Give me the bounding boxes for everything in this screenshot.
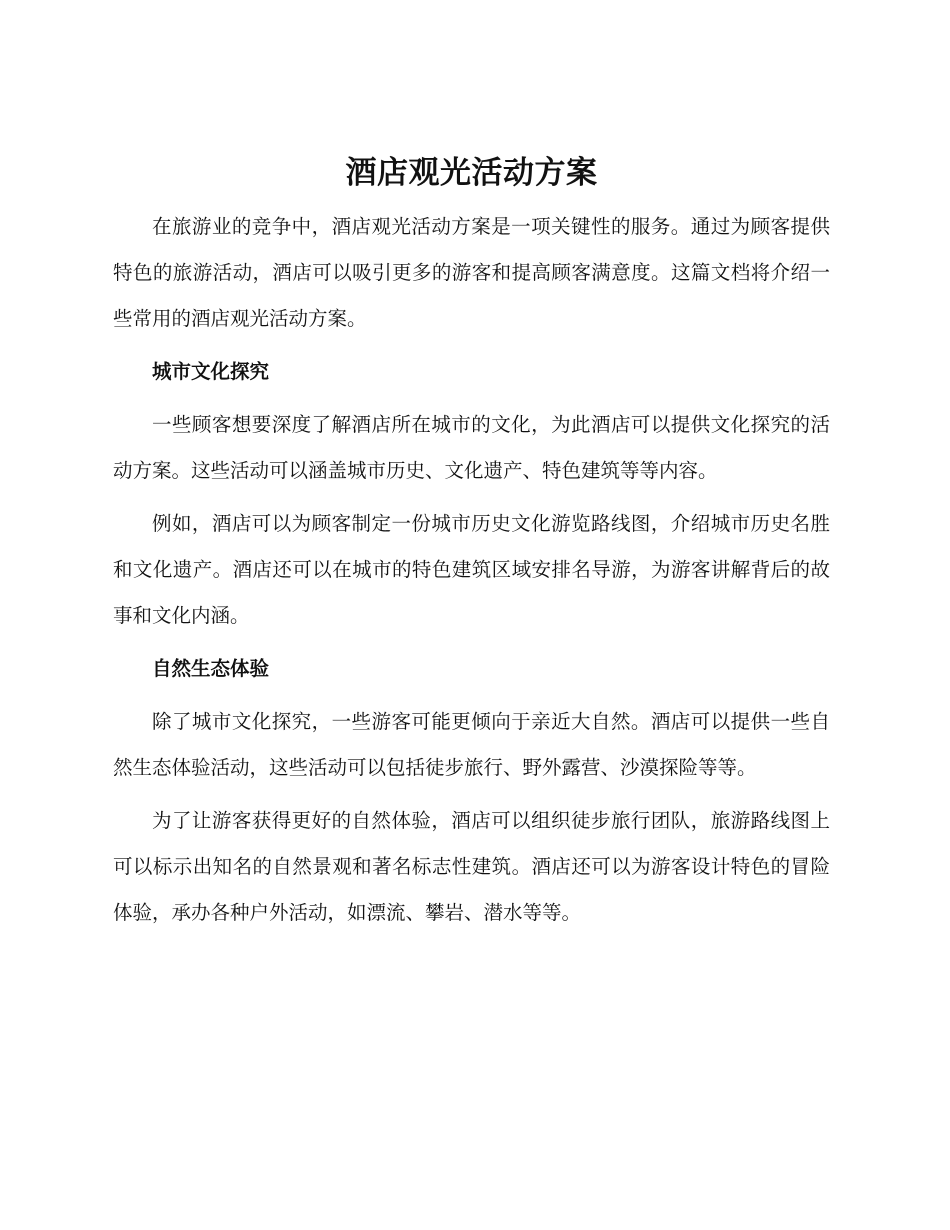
- section-city-culture: [113, 349, 830, 646]
- spacer: [113, 692, 830, 699]
- spacer: [113, 395, 830, 402]
- spacer: [113, 342, 830, 349]
- document-page: [113, 150, 830, 936]
- section-paragraph: 为了让游客获得更好的自然体验，酒店可以组织徒步旅行团队，旅游路线图上可以标示出知名的自然景观和著名标志性建筑。酒店还可以为游客设计特色的冒险体验，承办各种户外活动，如漂流、攀岩、潜水等等。: [113, 809, 830, 924]
- section-heading: 城市文化探究: [152, 360, 270, 383]
- spacer: [113, 639, 830, 646]
- section-nature-ecology: [113, 646, 830, 936]
- spacer: [113, 494, 830, 501]
- section-paragraph: 一些顾客想要深度了解酒店所在城市的文化，为此酒店可以提供文化探究的活动方案。这些活动可以涵盖城市历史、文化遗产、特色建筑等等内容。: [113, 413, 830, 482]
- section-paragraph: 例如，酒店可以为顾客制定一份城市历史文化游览路线图，介绍城市历史名胜和文化遗产。酒店还可以在城市的特色建筑区域安排名导游，为游客讲解背后的故事和文化内涵。: [113, 512, 830, 627]
- document-title: 酒店观光活动方案: [345, 155, 598, 191]
- section-paragraph: 除了城市文化探究，一些游客可能更倾向于亲近大自然。酒店可以提供一些自然生态体验活动，这些活动可以包括徒步旅行、野外露营、沙漠探险等等。: [113, 710, 830, 779]
- section-heading: 自然生态体验: [152, 657, 270, 680]
- intro-paragraph: 在旅游业的竞争中，酒店观光活动方案是一项关键性的服务。通过为顾客提供特色的旅游活动，酒店可以吸引更多的游客和提高顾客满意度。这篇文档将介绍一些常用的酒店观光活动方案。: [113, 215, 830, 330]
- spacer: [113, 791, 830, 798]
